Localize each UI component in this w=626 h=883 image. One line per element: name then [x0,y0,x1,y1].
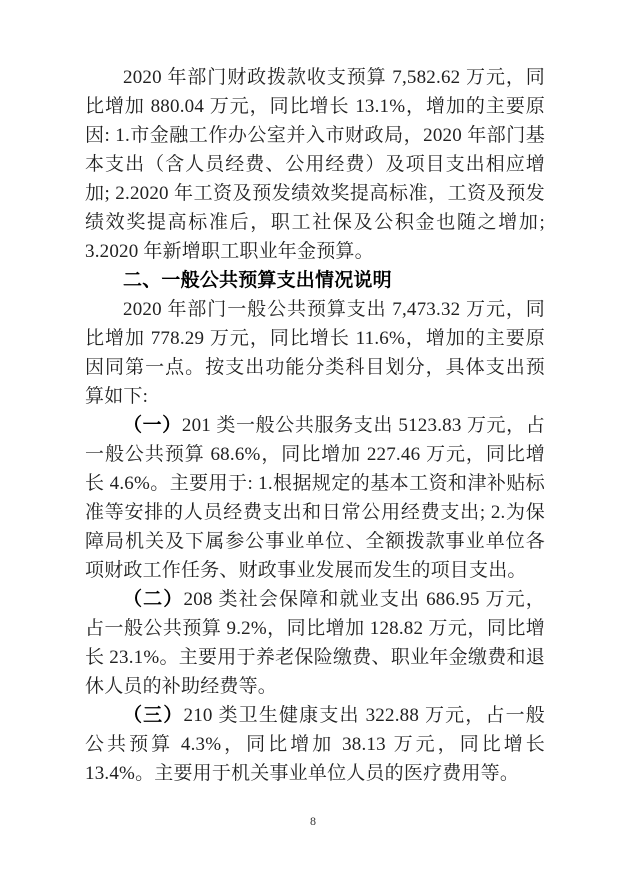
item-2-label: （二） [123,589,184,610]
item-2-text: 208 类社会保障和就业支出 686.95 万元，占一般公共预算 9.2%，同比增加 128.82 万元，同比增长 23.1%。主要用于养老保险缴费、职业年金缴费和退休人员的补助经费等。 [85,589,545,697]
paragraph-general-public-budget: 2020 年部门一般公共预算支出 7,473.32 万元，同比增加 778.29 万元，同比增长 11.6%，增加的主要原因同第一点。按支出功能分类科目划分，具体支出预算如下: [85,299,545,407]
item-1-text: 201 类一般公共服务支出 5123.83 万元，占一般公共预算 68.6%，同比增加 227.46 万元，同比增长 4.6%。主要用于: 1.根据规定的基本工资和津补贴标准等安排的人员经费支出和日常公用经费支出; 2.为保障局机关及下属参公事业单位、全额拨款事业单位各项财政工作任务、财政事业发展而发生的项目支出。 [85,415,545,581]
section-heading-general-public-budget-expenditure: 二、一般公共预算支出情况说明 [123,270,392,291]
paragraph-item-201-general-public-services [85,411,545,585]
item-3-text: 210 类卫生健康支出 322.88 万元，占一般公共预算 4.3%，同比增加 38.13 万元，同比增长 13.4%。主要用于机关事业单位人员的医疗费用等。 [85,705,545,784]
paragraph-item-210-health [85,701,545,788]
item-1-label: （一） [123,415,182,436]
item-3-label: （三） [123,705,184,726]
document-body [85,63,545,788]
paragraph-fiscal-allocation-budget: 2020 年部门财政拨款收支预算 7,582.62 万元，同比增加 880.04 万元，同比增长 13.1%，增加的主要原因: 1.市金融工作办公室并入市财政局，2020 年部门基本支出（含人员经费、公用经费）及项目支出相应增加; 2.2020 年工资及预发绩效奖提高标准，工资及预发绩效奖提高标准后，职工社保及公积金也随之增加; 3.2020 年新增职工职业年金预算。 [85,67,545,262]
paragraph-item-208-social-security-employment [85,585,545,701]
page-number: 8 [310,814,316,828]
